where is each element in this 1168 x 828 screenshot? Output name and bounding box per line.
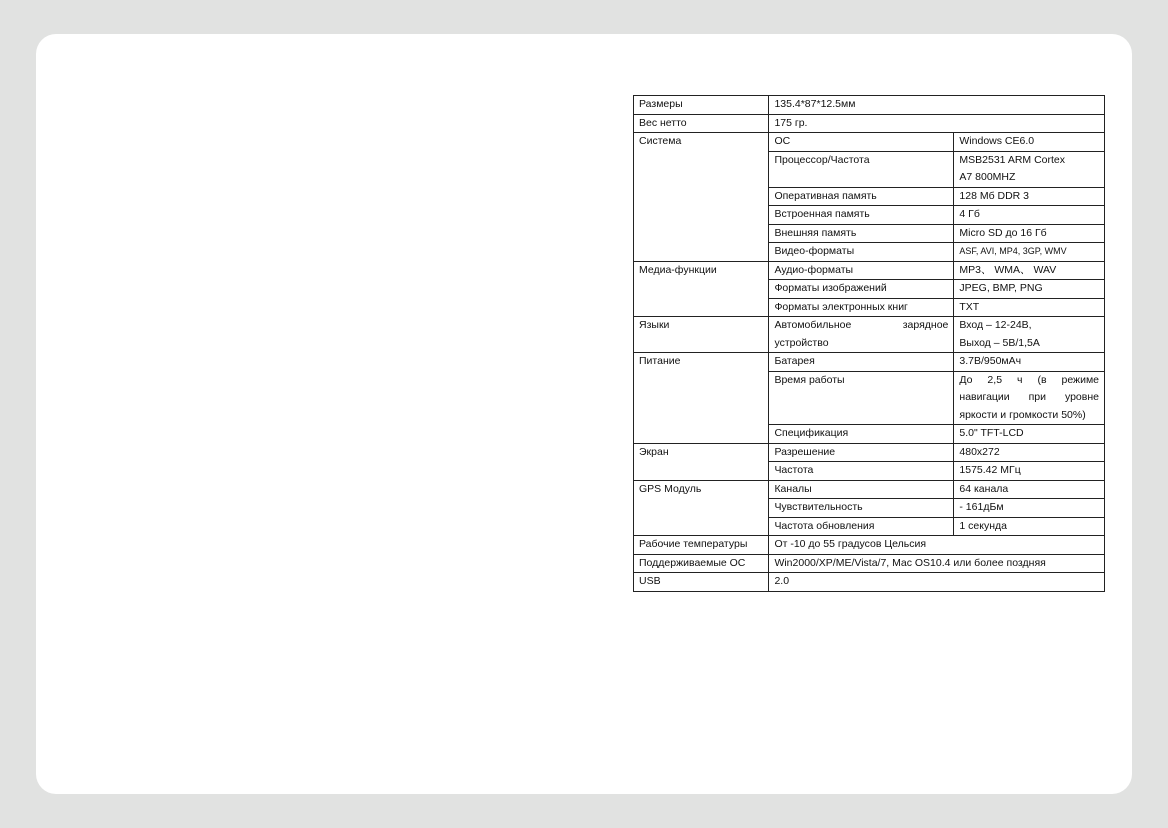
spec-value: 4 Гб	[954, 206, 1105, 225]
spec-label: Каналы	[769, 480, 954, 499]
spec-label: Частота обновления	[769, 517, 954, 536]
spec-label: Вес нетто	[634, 114, 769, 133]
spec-value-line: До 2,5 ч (в режиме	[959, 373, 1099, 386]
table-row	[634, 536, 1105, 555]
specifications-table	[633, 95, 1105, 592]
spec-label: ОС	[769, 133, 954, 152]
table-row	[634, 317, 1105, 353]
table-row	[634, 554, 1105, 573]
spec-value: 175 гр.	[769, 114, 1105, 133]
spec-value: 3.7В/950мАч	[954, 353, 1105, 372]
spec-value: 480x272	[954, 443, 1105, 462]
spec-value: MP3、 WMA、 WAV	[954, 261, 1105, 280]
spec-group-label: Языки	[634, 317, 769, 353]
spec-group-label: Питание	[634, 353, 769, 444]
spec-label: Оперативная память	[769, 187, 954, 206]
spec-label: Внешняя память	[769, 224, 954, 243]
spec-value: Windows CE6.0	[954, 133, 1105, 152]
spec-label: Рабочие температуры	[634, 536, 769, 555]
spec-value: Micro SD до 16 Гб	[954, 224, 1105, 243]
spec-label: Батарея	[769, 353, 954, 372]
spec-group-label: GPS Модуль	[634, 480, 769, 536]
spec-value: 2.0	[769, 573, 1105, 592]
spec-value-line: Вход – 12-24В,	[959, 319, 1032, 331]
spec-value-line: MSB2531 ARM Cortex	[959, 153, 1066, 166]
spec-value: Win2000/XP/ME/Vista/7, Mac OS10.4 или более поздняя	[769, 554, 1105, 573]
spec-value: От -10 до 55 градусов Цельсия	[769, 536, 1105, 555]
spec-group-label: Экран	[634, 443, 769, 480]
spec-label: Поддерживаемые ОС	[634, 554, 769, 573]
table-row	[634, 114, 1105, 133]
spec-label: USB	[634, 573, 769, 592]
spec-value: 5.0" TFT-LCD	[954, 425, 1105, 444]
spec-label: Время работы	[769, 371, 954, 425]
spec-label-line: Автомобильное зарядное	[774, 319, 949, 331]
spec-value: 135.4*87*12.5мм	[769, 96, 1105, 115]
table-row	[634, 353, 1105, 372]
spec-label: Форматы изображений	[769, 280, 954, 299]
spec-value-line: навигации при уровне	[959, 391, 1099, 403]
spec-value: 64 канала	[954, 480, 1105, 499]
spec-value-line: Выход – 5В/1,5А	[959, 336, 1040, 349]
table-row	[634, 133, 1105, 152]
table-row	[634, 443, 1105, 462]
table-row	[634, 96, 1105, 115]
spec-label: Встроенная память	[769, 206, 954, 225]
spec-group-label: Медиа-функции	[634, 261, 769, 317]
spec-value-line: яркости и громкости 50%)	[959, 408, 1086, 421]
document-page	[36, 34, 1132, 794]
spec-value: TXT	[954, 298, 1105, 317]
spec-label: Форматы электронных книг	[769, 298, 954, 317]
spec-value: 128 Мб DDR 3	[954, 187, 1105, 206]
spec-label: Спецификация	[769, 425, 954, 444]
spec-value: 1 секунда	[954, 517, 1105, 536]
table-row	[634, 573, 1105, 592]
spec-value	[954, 151, 1105, 187]
spec-label: Частота	[769, 462, 954, 481]
spec-label	[769, 317, 954, 353]
spec-value: JPEG, BMP, PNG	[954, 280, 1105, 299]
spec-value	[954, 371, 1105, 425]
spec-group-label: Система	[634, 133, 769, 262]
spec-value: ASF, AVI, MP4, 3GP, WMV	[954, 243, 1105, 262]
spec-label: Видео-форматы	[769, 243, 954, 262]
spec-value-line: A7 800MHZ	[959, 171, 1016, 183]
spec-value	[954, 317, 1105, 353]
spec-label: Чувствительность	[769, 499, 954, 518]
spec-value: - 161дБм	[954, 499, 1105, 518]
spec-label: Процессор/Частота	[769, 151, 954, 187]
spec-label: Размеры	[634, 96, 769, 115]
table-row	[634, 480, 1105, 499]
spec-label: Разрешение	[769, 443, 954, 462]
spec-label-line: устройство	[774, 336, 829, 349]
spec-label: Аудио-форматы	[769, 261, 954, 280]
table-row	[634, 261, 1105, 280]
spec-value: 1575.42 МГц	[954, 462, 1105, 481]
